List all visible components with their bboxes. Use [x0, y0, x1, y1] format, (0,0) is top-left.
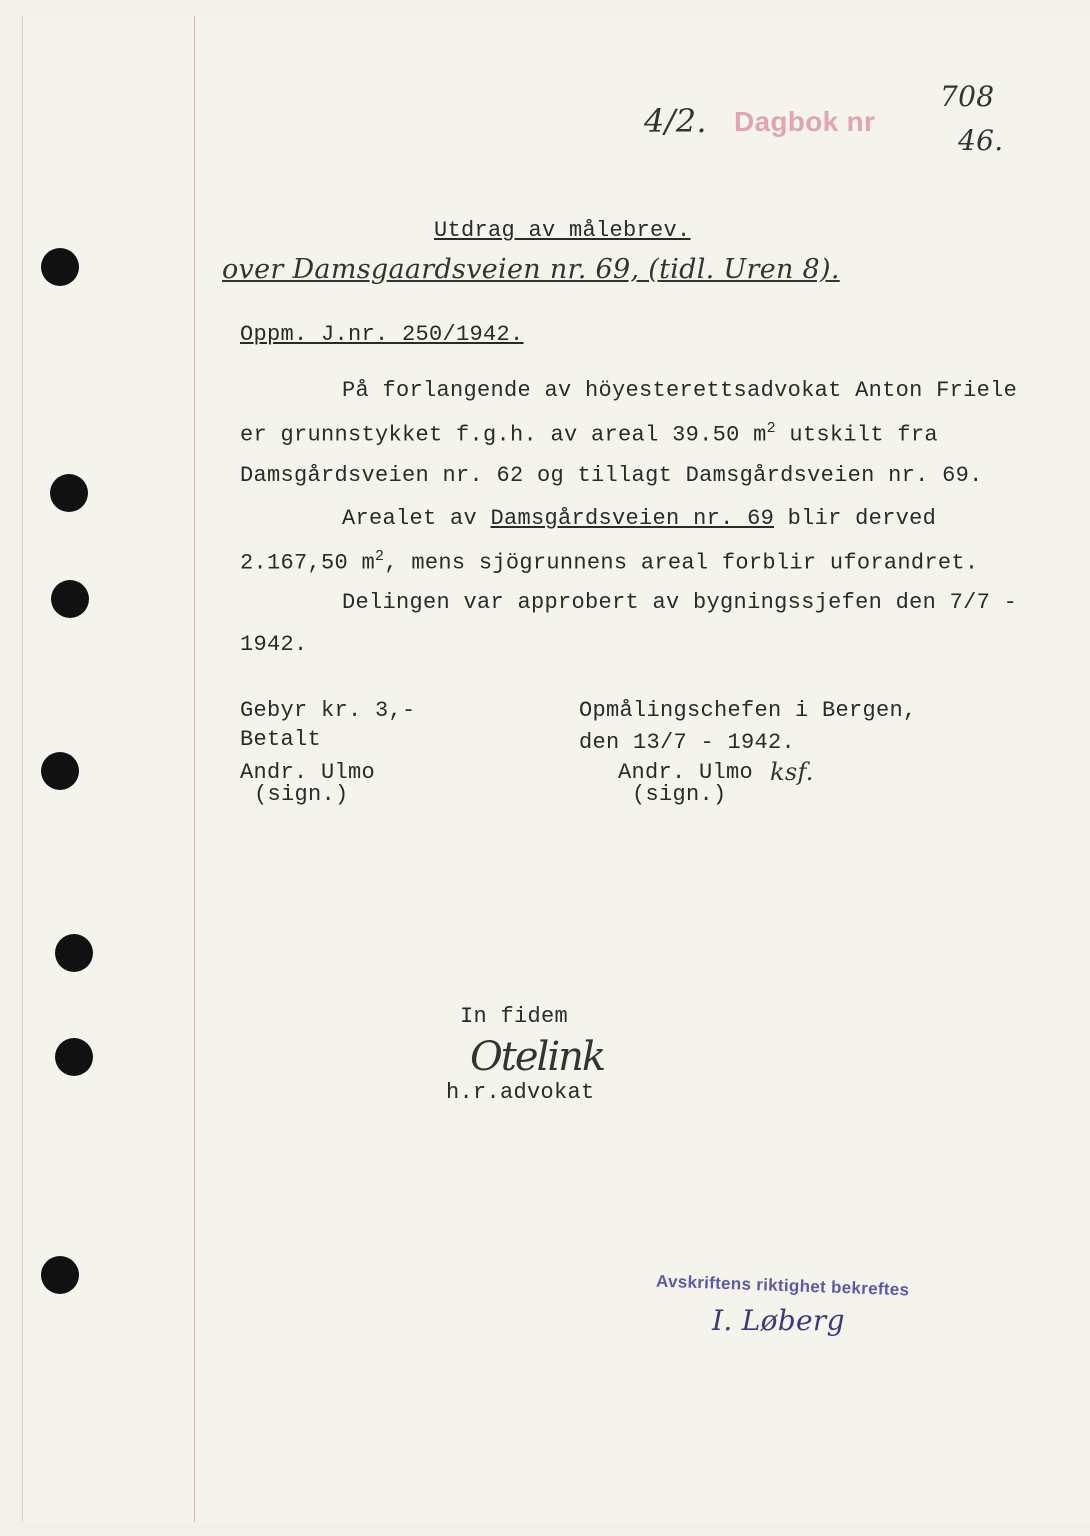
- certification-stamp: Avskriftens riktighet bekreftes: [655, 1271, 910, 1300]
- journal-year: 46.: [958, 124, 1004, 157]
- body-line: På forlangende av höyesterettsadvokat Anton Friele: [342, 378, 1018, 403]
- punch-hole: [41, 248, 79, 286]
- punch-hole: [41, 752, 79, 790]
- right-name: Andr. Ulmo: [618, 760, 754, 785]
- body-line: Damsgårdsveien nr. 62 og tillagt Damsgårdsveien nr. 69.: [240, 463, 983, 488]
- punch-hole: [50, 474, 88, 512]
- punch-hole: [55, 934, 93, 972]
- body-line: 1942.: [240, 632, 308, 657]
- advocate-signature: Otelink: [470, 1034, 605, 1080]
- journal-stamp: Dagbok nr: [734, 106, 876, 137]
- body-line: Arealet av Damsgårdsveien nr. 69 blir derved: [342, 506, 937, 531]
- paid-line: Betalt: [240, 727, 322, 752]
- reference-number: Oppm. J.nr. 250/1942.: [240, 322, 524, 347]
- initials-handwritten: ksf.: [770, 758, 814, 786]
- left-sign: (sign.): [254, 782, 349, 807]
- body-line: er grunnstykket f.g.h. av areal 39.50 $m^2$ utskilt fra: [240, 420, 938, 448]
- left-name: Andr. Ulmo: [240, 760, 376, 785]
- margin-line: [194, 16, 195, 1522]
- punch-hole: [51, 580, 89, 618]
- date-line: den 13/7 - 1942.: [579, 730, 796, 755]
- punch-hole: [55, 1038, 93, 1076]
- body-line: 2.167,50 $m^2$, mens sjögrunnens areal forblir uforandret.: [240, 548, 979, 576]
- handwritten-date: 4/2.: [644, 102, 707, 140]
- advocate-title: h.r.advokat: [446, 1080, 595, 1105]
- in-fidem: In fidem: [460, 1004, 569, 1029]
- certification-signature: I. Løberg: [712, 1304, 845, 1337]
- fee-line: Gebyr kr. 3,-: [240, 698, 416, 723]
- document-title: Utdrag av målebrev.: [434, 218, 691, 243]
- property-handwritten: over Damsgaardsveien nr. 69, (tidl. Uren 8).: [222, 254, 840, 285]
- right-sign: (sign.): [632, 782, 727, 807]
- body-line: Delingen var approbert av bygningssjefen den 7/7 -: [342, 590, 1018, 615]
- office-line: Opmålingschefen i Bergen,: [579, 698, 917, 723]
- journal-number: 708: [940, 80, 995, 113]
- punch-hole: [41, 1256, 79, 1294]
